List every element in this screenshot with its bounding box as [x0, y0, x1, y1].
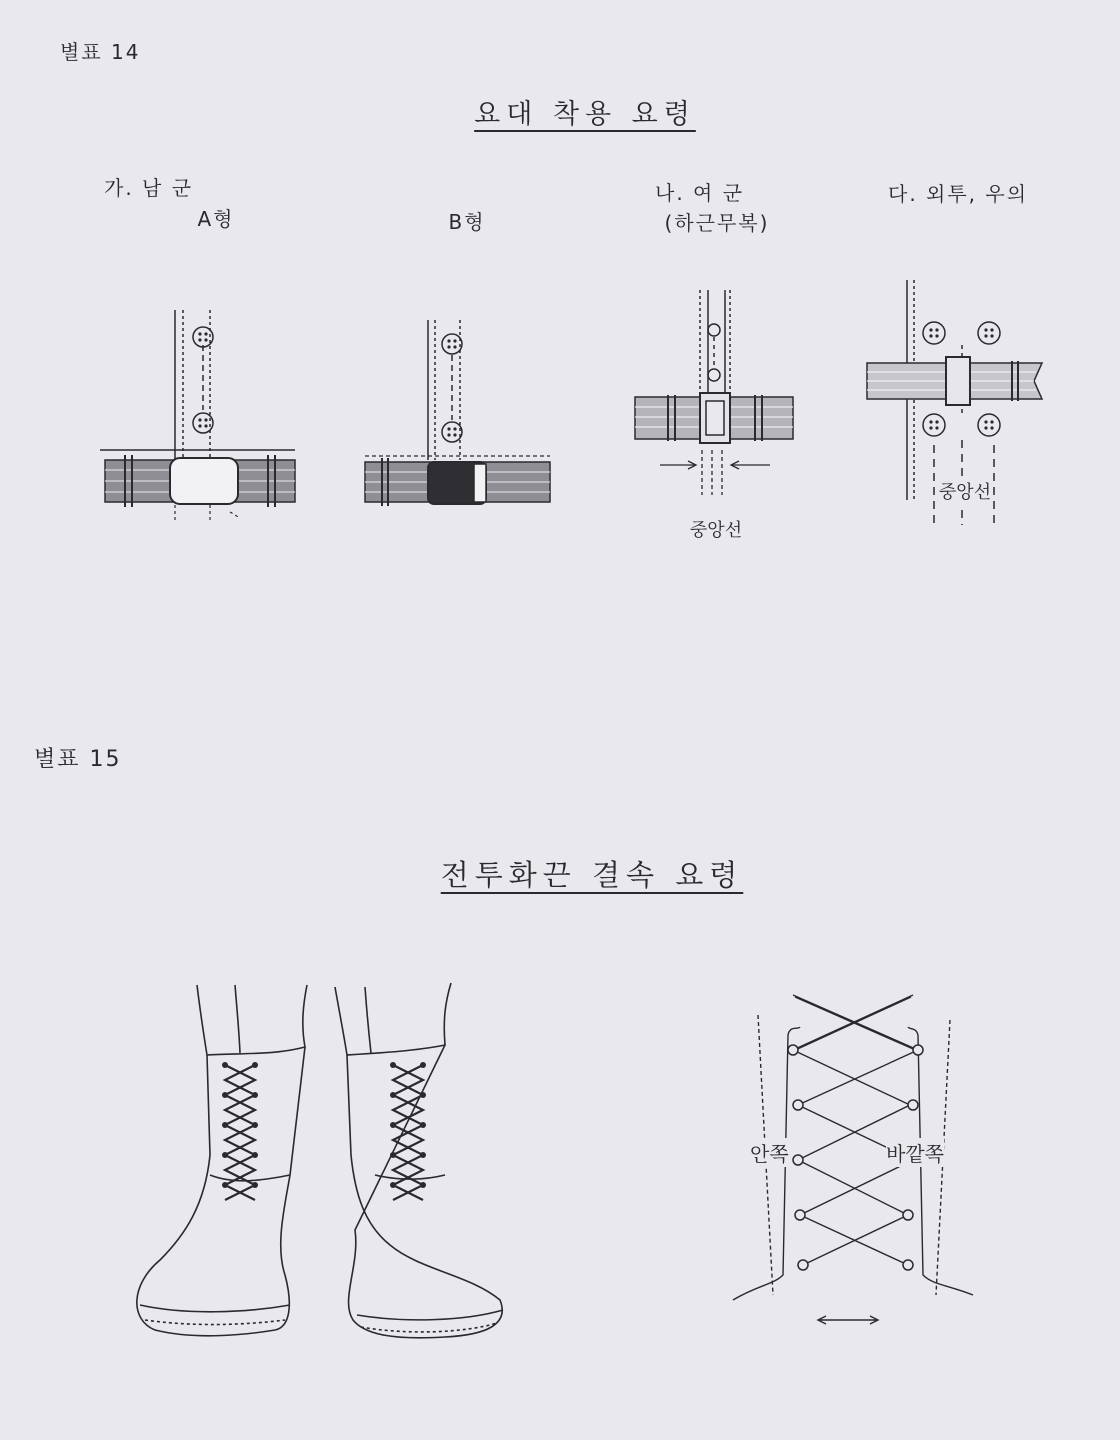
appendix-15-label: 별표 15 — [34, 747, 122, 772]
type-b-label: B형 — [448, 210, 486, 234]
type-a-label: A형 — [197, 207, 235, 231]
belt-type-a-figure — [100, 300, 300, 525]
combat-boots-figure — [125, 975, 515, 1350]
women-center-line-label: 중앙선 — [689, 520, 743, 541]
inside-label: 안쪽 — [750, 1138, 789, 1167]
women-heading: 나. 여 군 — [655, 181, 745, 205]
outer-heading: 다. 외투, 우의 — [888, 182, 1029, 206]
outside-label: 바깥쪽 — [886, 1138, 944, 1167]
outer-center-line-label: 중앙선 — [937, 478, 993, 504]
belt-wearing-title: 요대 착용 요령 — [474, 99, 696, 130]
men-heading: 가. 남 군 — [104, 176, 194, 200]
women-sub-label: (하근무복) — [664, 211, 770, 235]
belt-type-b-figure — [360, 310, 560, 520]
boot-lacing-title: 전투화끈 결속 요령 — [440, 858, 744, 892]
belt-women-figure — [630, 285, 805, 545]
appendix-14-label: 별표 14 — [60, 40, 141, 64]
